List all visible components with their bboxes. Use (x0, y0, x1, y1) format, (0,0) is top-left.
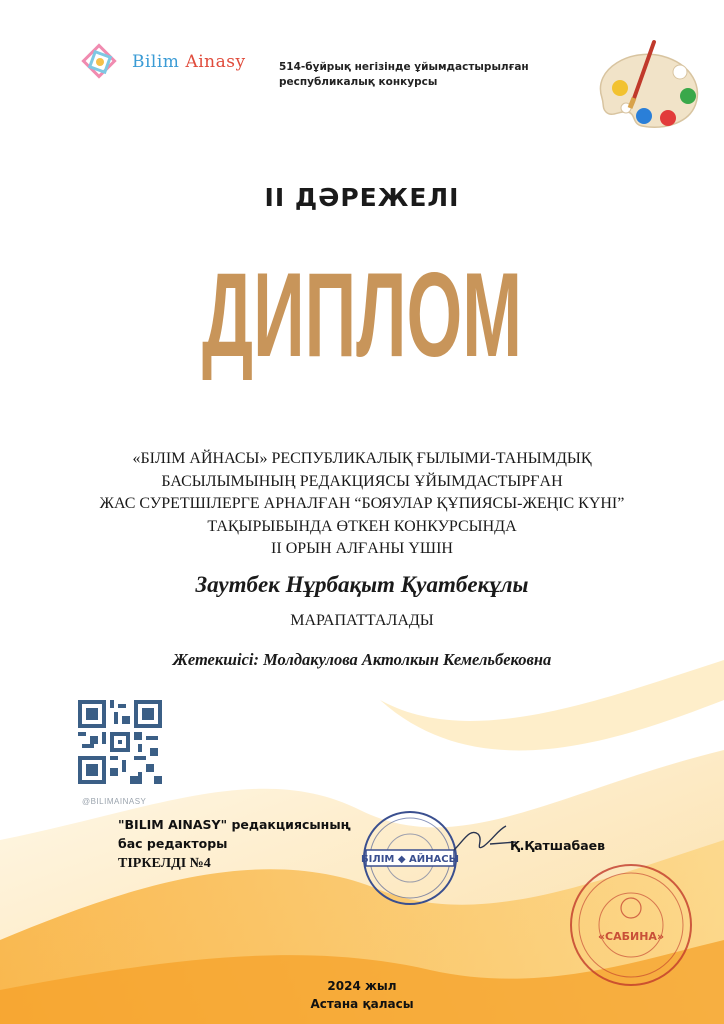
contest-order-note-line1: 514-бұйрық негізінде ұйымдастырылған (279, 61, 529, 73)
editor-title-line2: бас редакторы (118, 836, 228, 851)
recipient-name: Заутбек Нұрбақыт Қуатбекұлы (195, 572, 529, 597)
award-reason-line1: «БІЛІМ АЙНАСЫ» РЕСПУБЛИКАЛЫҚ ҒЫЛЫМИ-ТАНЫМДЫҚ (132, 450, 592, 467)
footer (0, 977, 724, 1013)
logo-text (132, 52, 246, 72)
paint-palette-icon (592, 38, 704, 134)
award-reason-line4: ТАҚЫРЫБЫНДА ӨТКЕН КОНКУРСЫНДА (207, 517, 517, 535)
logo-icon (80, 42, 120, 82)
editor-title-line1: "BILIM AINASY" редакциясының (118, 817, 351, 832)
supervisor-name: Жетекшісі: Молдакулова Актолкын Кемельбековна (172, 650, 552, 669)
sabina-seal (566, 860, 696, 990)
logo-word-ainasy: Ainasy (185, 52, 246, 72)
qr-caption: @BILIMAINASY (82, 797, 147, 806)
award-reason-line2: БАСЫЛЫМЫНЫҢ РЕДАКЦИЯСЫ ҰЙЫМДАСТЫРҒАН (161, 472, 563, 490)
contest-order-note (279, 60, 529, 90)
diploma-title-text: ДИПЛОМ (202, 248, 522, 382)
signer-name: Қ.Қатшабаев (510, 838, 606, 853)
award-reason-text (60, 448, 664, 561)
logo-word-bilim: Bilim (132, 52, 180, 72)
qr-code[interactable] (78, 700, 162, 784)
bilim-ainasy-logo (80, 42, 246, 82)
bilim-ainasy-stamp (360, 808, 460, 908)
footer-year: 2024 жыл (327, 979, 397, 993)
seal-text: «САБИНА» (597, 930, 665, 943)
footer-city: Астана қаласы (310, 997, 414, 1011)
stamp-text: БІЛІМ ◆ АЙНАСЫ (361, 854, 459, 865)
editor-title (118, 815, 351, 853)
diploma-title (0, 238, 724, 382)
registration-number: ТІРКЕЛДІ №4 (118, 856, 211, 871)
award-reason-line3: ЖАС СУРЕТШІЛЕРГЕ АРНАЛҒАН “БОЯУЛАР ҚҰПИЯСЫ-ЖЕҢІС КҮНІ” (99, 495, 625, 512)
contest-order-note-line2: республикалық конкурсы (279, 76, 438, 88)
awarded-label: МАРАПАТТАЛАДЫ (290, 612, 434, 629)
degree-heading: ІІ ДӘРЕЖЕЛІ (264, 183, 460, 212)
diploma-title-graphic (192, 238, 532, 382)
award-reason-line5: ІІ ОРЫН АЛҒАНЫ ҮШІН (271, 540, 453, 557)
